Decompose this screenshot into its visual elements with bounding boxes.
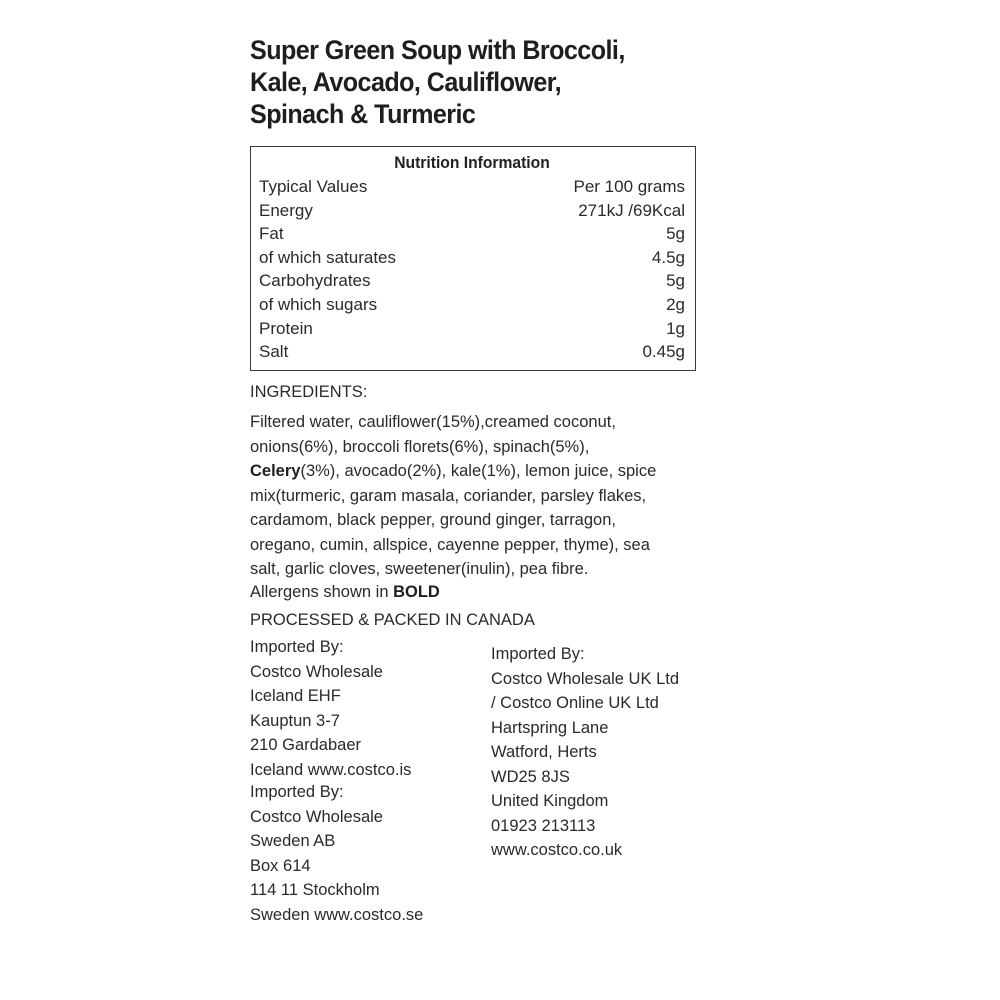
nutrition-label: Salt (259, 342, 289, 362)
importer-line: Iceland www.costco.is (250, 760, 412, 779)
importer-uk (491, 642, 679, 863)
ingredients-line (250, 459, 710, 484)
importer-sweden (250, 780, 423, 927)
nutrition-row-carbohydrates (259, 269, 685, 293)
nutrition-label: Typical Values (259, 177, 368, 196)
ingredients-line: salt, garlic cloves, sweetener(inulin), pea fibre. (250, 560, 589, 578)
importer-line: 210 Gardabaer (250, 736, 361, 754)
nutrition-label: Fat (259, 224, 284, 244)
nutrition-value: 4.5g (651, 247, 685, 267)
importer-line: Watford, Herts (491, 743, 597, 761)
ingredients-heading: INGREDIENTS: (250, 383, 368, 401)
product-title-line: Super Green Soup with Broccoli, (250, 35, 625, 65)
nutrition-label: Protein (259, 318, 313, 338)
importer-iceland (250, 635, 411, 782)
nutrition-row-fat (259, 222, 685, 246)
nutrition-label: of which saturates (259, 247, 397, 267)
importer-line: Imported By: (250, 783, 344, 801)
importer-line: 01923 213113 (491, 816, 596, 835)
importer-line: WD25 8JS (491, 767, 570, 786)
nutrition-row-sugars (259, 293, 685, 317)
nutrition-value: 1g (666, 318, 685, 338)
nutrition-value: 2g (666, 294, 685, 314)
importer-line: Imported By: (250, 638, 344, 656)
nutrition-heading: Nutrition Information (394, 153, 550, 172)
product-title-line: Kale, Avocado, Cauliflower, (250, 67, 561, 97)
nutrition-row-salt (259, 340, 685, 364)
product-title-line: Spinach & Turmeric (250, 99, 476, 129)
processed-note: PROCESSED & PACKED IN CANADA (250, 611, 535, 629)
importer-line: Costco Wholesale (250, 807, 383, 826)
nutrition-table (250, 146, 696, 371)
importer-line: Kauptun 3-7 (250, 711, 340, 730)
importer-line: Box 614 (250, 856, 311, 875)
nutrition-label: Carbohydrates (259, 271, 371, 291)
product-title (250, 34, 715, 130)
ingredients-line: Filtered water, cauliflower(15%),creamed coconut, (250, 413, 616, 431)
importer-line: Sweden AB (250, 832, 336, 850)
allergen-celery: Celery (250, 462, 301, 480)
nutrition-label: of which sugars (259, 294, 378, 314)
importer-line: / Costco Online UK Ltd (491, 694, 659, 712)
allergen-note (250, 580, 440, 605)
allergen-note-text: Allergens shown in (250, 583, 394, 601)
importer-line: Hartspring Lane (491, 718, 609, 737)
product-label (250, 34, 710, 924)
allergen-note-bold: BOLD (393, 583, 440, 601)
ingredients-line: onions(6%), broccoli florets(6%), spinach(5%), (250, 437, 590, 456)
importer-line: Sweden www.costco.se (250, 905, 424, 924)
nutrition-value: 5g (666, 224, 685, 244)
importer-line: 114 11 Stockholm (250, 881, 380, 899)
nutrition-value: Per 100 grams (573, 177, 685, 196)
ingredients-line-rest: (3%), avocado(2%), kale(1%), lemon juice, spice (300, 462, 657, 480)
ingredients-line: cardamom, black pepper, ground ginger, tarragon, (250, 511, 616, 529)
importer-line: Iceland EHF (250, 687, 341, 705)
importer-line: www.costco.co.uk (491, 841, 623, 859)
importer-line: Costco Wholesale (250, 662, 383, 681)
nutrition-row-typical-values (259, 175, 685, 199)
nutrition-value: 5g (666, 271, 685, 291)
importer-line: Imported By: (491, 645, 585, 663)
nutrition-label: Energy (259, 200, 313, 220)
ingredients-line: oregano, cumin, allspice, cayenne pepper, thyme), sea (250, 535, 650, 554)
nutrition-value: 0.45g (642, 342, 685, 362)
ingredients-line: mix(turmeric, garam masala, coriander, parsley flakes, (250, 486, 647, 505)
importer-line: United Kingdom (491, 792, 609, 810)
nutrition-value: 271kJ /69Kcal (578, 200, 685, 220)
nutrition-row-energy (259, 199, 685, 223)
ingredients-list (250, 410, 710, 582)
importer-line: Costco Wholesale UK Ltd (491, 669, 680, 688)
nutrition-row-saturates (259, 246, 685, 270)
nutrition-row-protein (259, 317, 685, 341)
